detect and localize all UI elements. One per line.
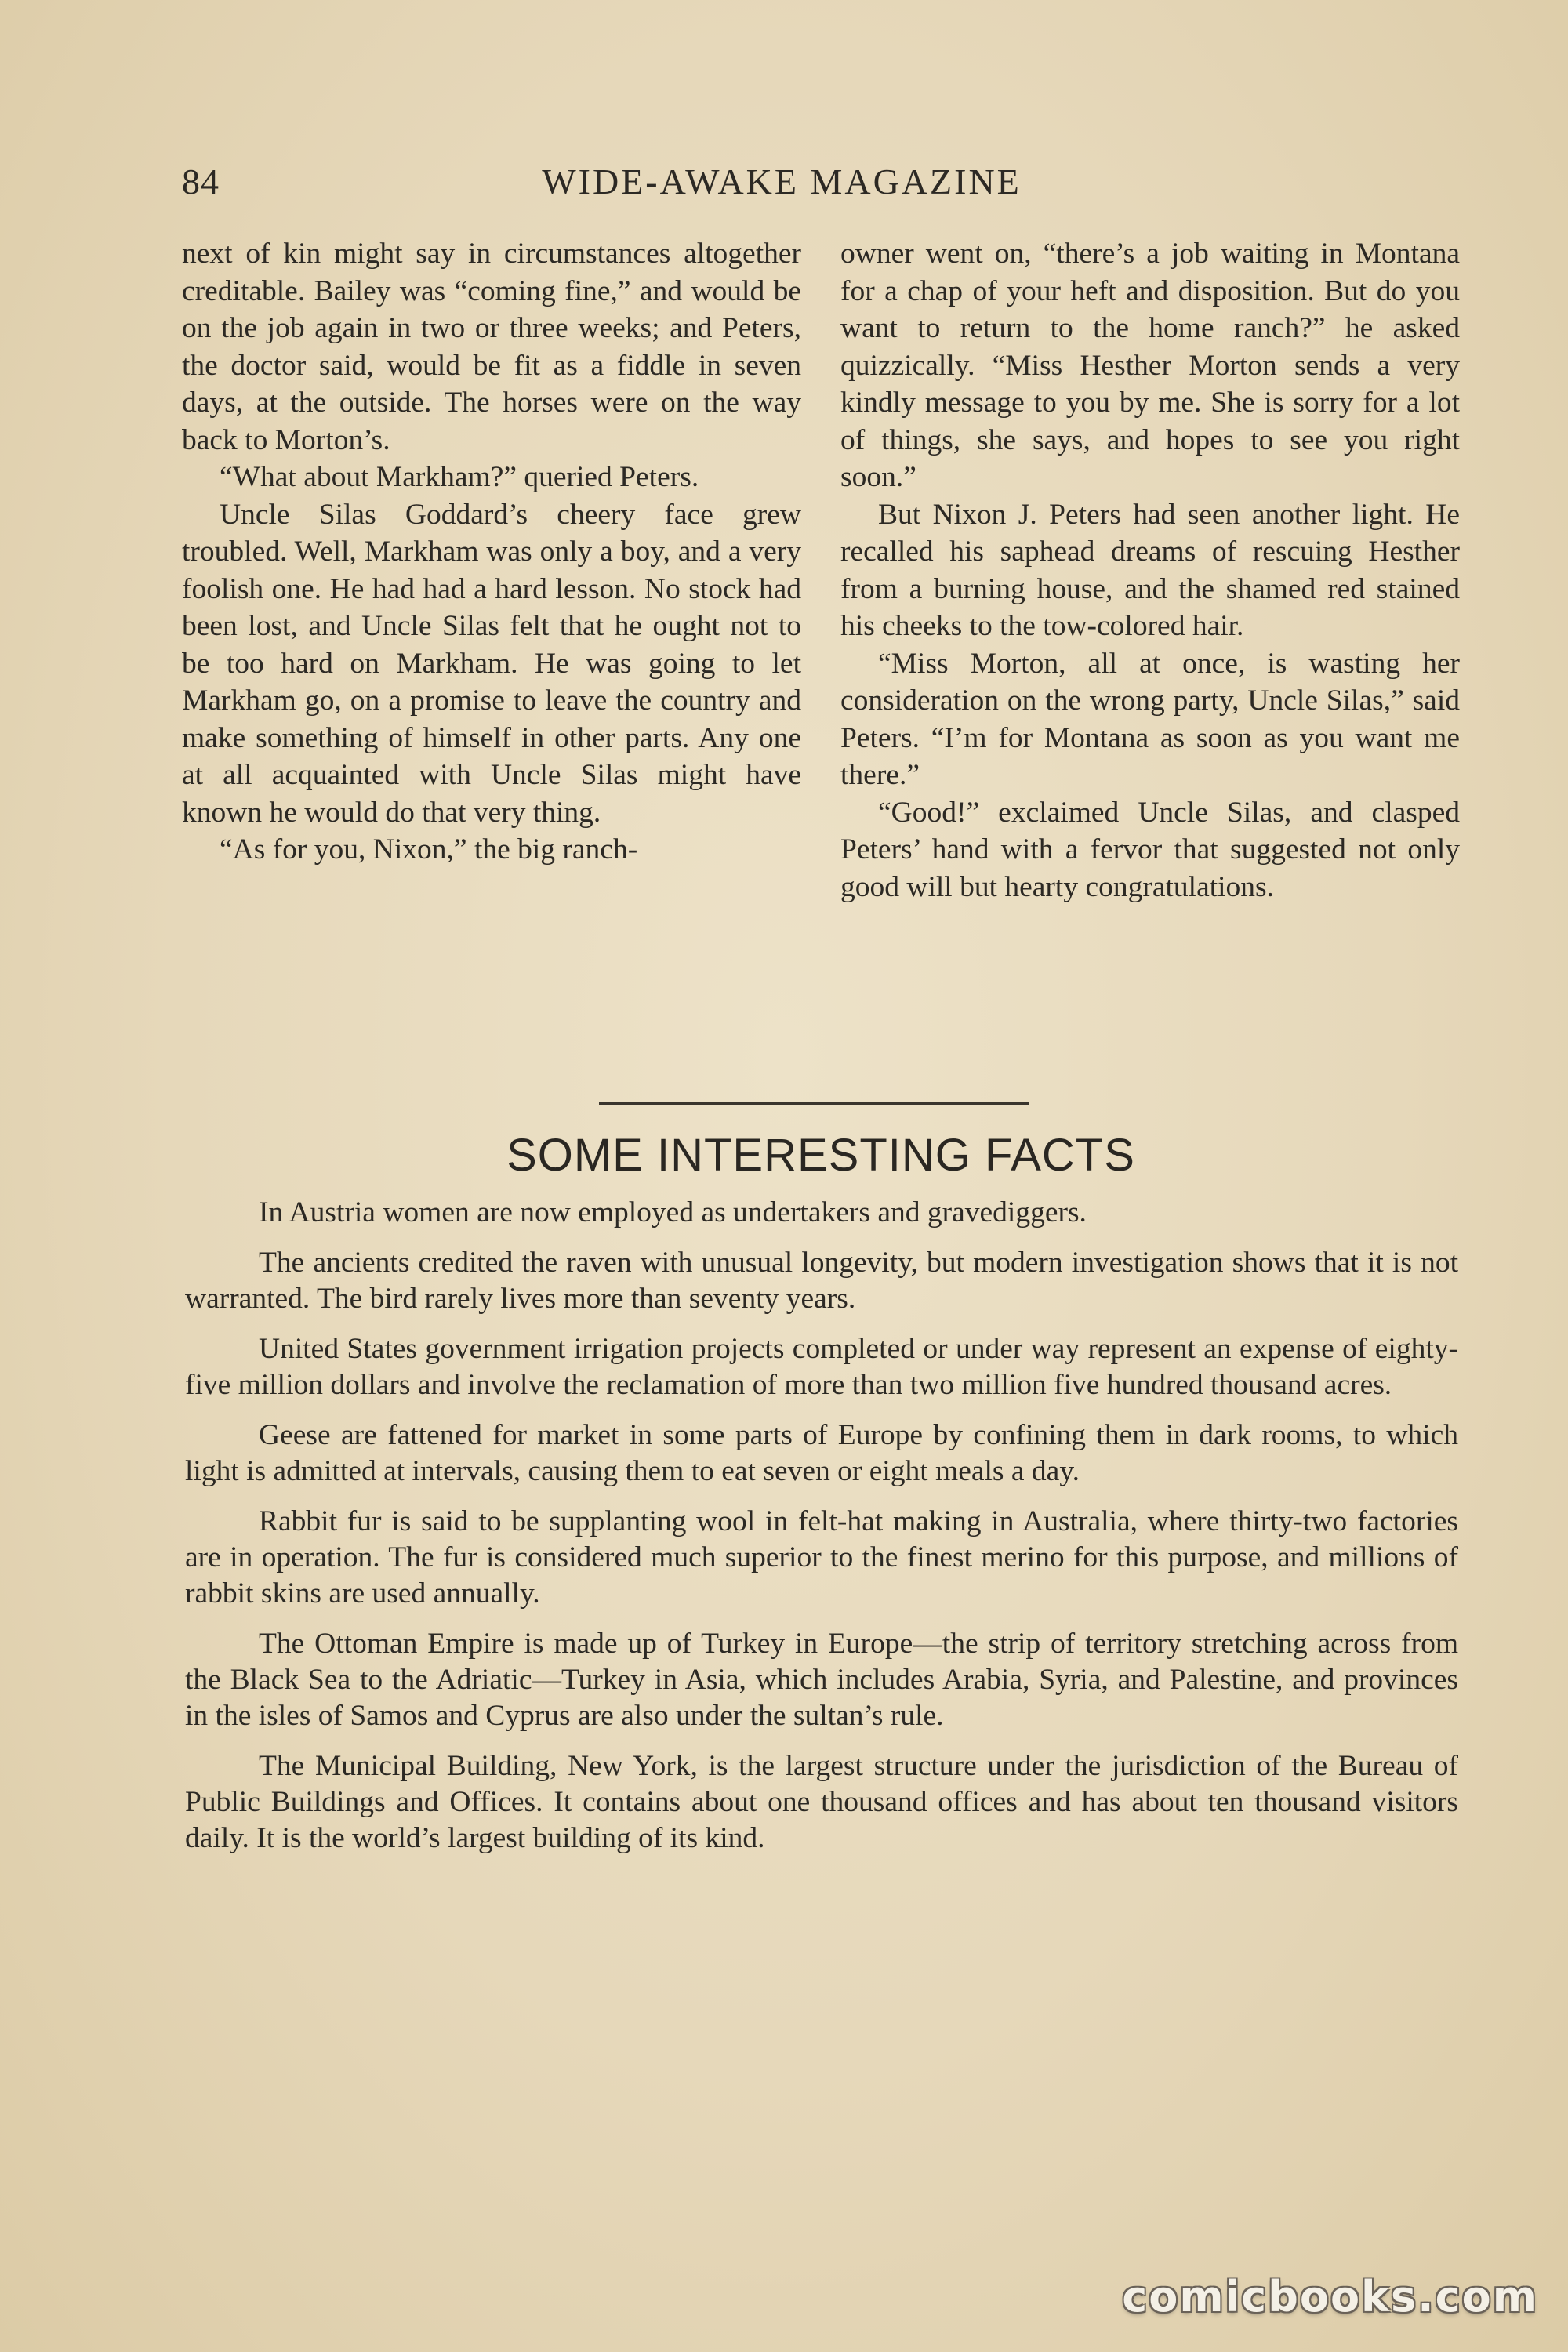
fact-paragraph: In Austria women are now employed as undertakers and gravediggers. (259, 1196, 1087, 1229)
fact-paragraph: Rabbit fur is said to be supplanting wool in felt-hat making in Australia, where thirty-two factories are in operation. The fur is considered much superior to the finest merino for this purpose, and millions of rabbit skins are used annually. (185, 1505, 1458, 1610)
page-number: 84 (182, 162, 220, 201)
fact-paragraph: The Municipal Building, New York, is the largest structure under the jurisdiction of the Bureau of Public Buildings and Offices. It contains about one thousand offices and has about ten thousand visitors daily. It is the world’s largest building of its kind. (185, 1750, 1458, 1854)
fact-paragraph: The Ottoman Empire is made up of Turkey in Europe—the strip of territory stretching across from the Black Sea to the Adriatic—Turkey in Asia, which includes Arabia, Syria, and Palestine, and provinces in the isles of Samos and Cyprus are also under the sultan’s rule. (185, 1628, 1458, 1732)
paragraph: “Good!” exclaimed Uncle Silas, and clasped Peters’ hand with a fervor that suggested not only good will but hearty congratulations. (840, 796, 1460, 903)
left-column (182, 235, 801, 869)
paragraph: Uncle Silas Goddard’s cheery face grew troubled. Well, Markham was only a boy, and a very foolish one. He had had a hard lesson. No stock had been lost, and Uncle Silas felt that he ought not to be too hard on Markham. He was going to let Markham go, on a promise to leave the country and make something of himself in other parts. Any one at all acquainted with Uncle Silas might have known he would do that very thing. (182, 498, 801, 829)
fact-paragraph: Geese are fattened for market in some parts of Europe by confining them in dark rooms, to which light is admitted at intervals, causing them to eat seven or eight meals a day. (185, 1419, 1458, 1487)
facts-list (185, 1195, 1458, 1871)
magazine-title: WIDE-AWAKE MAGAZINE (542, 162, 1022, 201)
story-columns (182, 235, 1460, 1066)
watermark: comicbooks.com (1122, 2272, 1538, 2321)
paragraph: owner went on, “there’s a job waiting in Montana for a chap of your heft and disposition. But do you want to return to the home ranch?” he asked quizzically. “Miss Hesther Morton sends a very kindly message to you by me. She is sorry for a lot of things, she says, and hopes to see you right soon.” (840, 238, 1460, 493)
paragraph: But Nixon J. Peters had seen another light. He recalled his saphead dreams of rescuing Hesther from a burning house, and the shamed red stained his cheeks to the tow-colored hair. (840, 498, 1460, 642)
section-title: SOME INTERESTING FACTS (506, 1130, 1135, 1181)
page-header (182, 161, 1381, 216)
paragraph: “Miss Morton, all at once, is wasting her consideration on the wrong party, Uncle Silas,” said Peters. “I’m for Montana as soon as you want me there.” (840, 647, 1460, 791)
paragraph: “What about Markham?” queried Peters. (220, 461, 699, 493)
fact-paragraph: The ancients credited the raven with unusual longevity, but modern investigation shows that it is not warranted. The bird rarely lives more than seventy years. (185, 1247, 1458, 1315)
paragraph: next of kin might say in circumstances altogether creditable. Bailey was “coming fine,” and would be on the job again in two or three weeks; and Peters, the doctor said, would be fit as a fiddle in seven days, at the outside. The horses were on the way back to Morton’s. (182, 238, 801, 456)
right-column (840, 235, 1460, 906)
paragraph: “As for you, Nixon,” the big ranch- (220, 833, 638, 866)
section-divider (599, 1102, 1029, 1105)
fact-paragraph: United States government irrigation projects completed or under way represent an expense of eighty-five million dollars and involve the reclamation of more than two million five hundred thousand acres. (185, 1333, 1458, 1401)
